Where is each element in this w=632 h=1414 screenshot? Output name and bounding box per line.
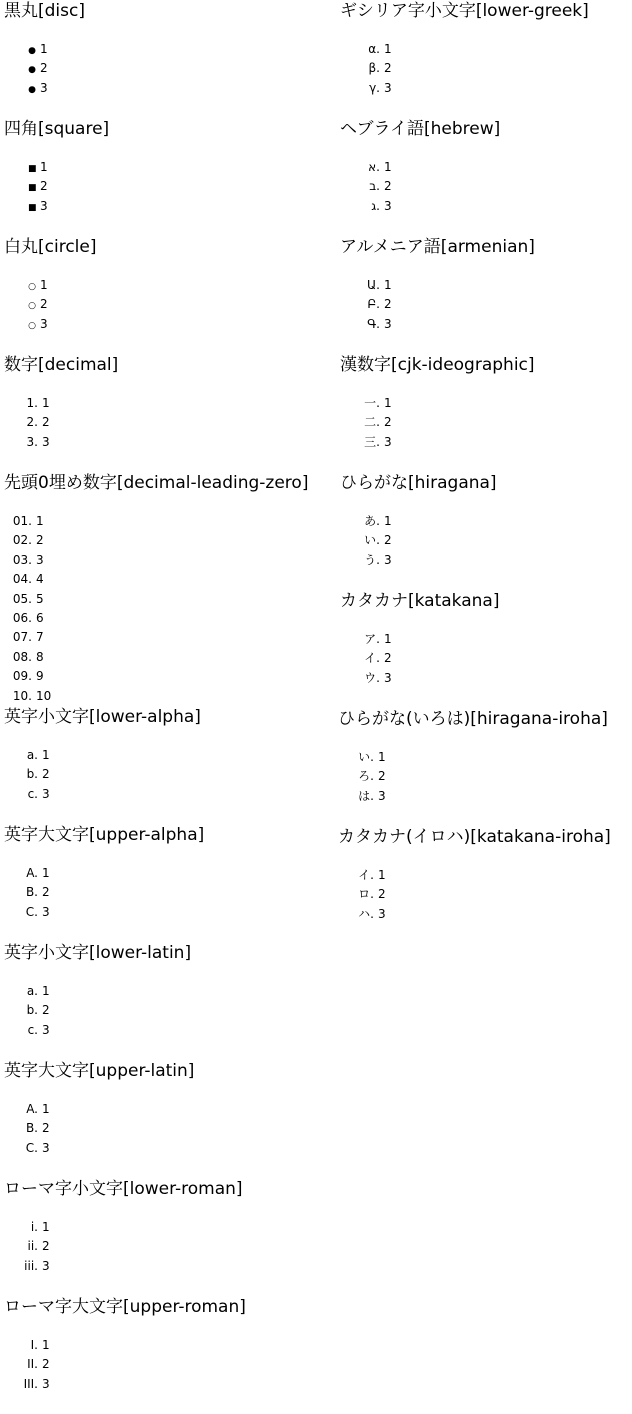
section-heading: ローマ字小文字[lower-roman] [4, 1179, 243, 1199]
list-marker: b. [26, 767, 38, 782]
list-item [340, 512, 392, 531]
list-item-value: 2 [40, 179, 48, 194]
section-heading: アルメニア語[armenian] [340, 237, 535, 257]
list-marker: ב. [369, 179, 380, 194]
bullet-marker: ● [28, 65, 36, 76]
section-lower-latin [4, 942, 340, 1060]
list-item-value: 3 [384, 434, 392, 449]
list-item [4, 628, 51, 647]
list-item-value: 2 [384, 61, 392, 76]
list-item-value: 3 [378, 788, 386, 803]
list-item-value: 6 [36, 610, 44, 625]
section-hiragana [340, 472, 632, 590]
list-item [4, 1355, 50, 1374]
section-katakana-iroha [340, 826, 632, 944]
lower-roman-list [4, 1218, 50, 1276]
katakana-list [340, 630, 392, 688]
list-item [4, 394, 50, 413]
list-item [4, 864, 50, 883]
list-marker: 03. [12, 552, 32, 567]
list-item [340, 767, 386, 786]
list-item-value: 2 [42, 415, 50, 430]
list-item-value: 3 [42, 1376, 50, 1391]
list-item-value: 2 [40, 61, 48, 76]
list-marker: ロ. [358, 887, 374, 902]
list-item-value: 2 [384, 651, 392, 666]
list-item [4, 570, 51, 589]
list-item-value: 1 [42, 748, 50, 762]
list-item-value: 2 [36, 533, 44, 548]
list-item-value: 8 [36, 649, 44, 664]
list-item [4, 1257, 50, 1276]
list-item [4, 79, 48, 98]
list-item [4, 982, 50, 1001]
list-item-value: 2 [40, 297, 48, 312]
list-marker: 1. [26, 396, 38, 410]
section-heading: 英字大文字[upper-alpha] [4, 825, 205, 845]
list-item-value: 2 [42, 1003, 50, 1018]
list-item [4, 433, 50, 452]
section-square [4, 118, 340, 236]
list-item-value: 3 [42, 1258, 50, 1273]
cjk-ideographic-list [340, 394, 392, 452]
decimal-leading-zero-list [4, 512, 51, 706]
section-heading: ひらがな[hiragana] [340, 473, 497, 493]
list-marker: α. [368, 42, 380, 56]
list-item-value: 3 [384, 670, 392, 685]
list-marker: A. [26, 866, 38, 880]
list-item [4, 1336, 50, 1355]
section-heading: ローマ字大文字[upper-roman] [4, 1297, 246, 1317]
section-armenian [340, 236, 632, 354]
list-marker: א. [368, 160, 380, 174]
bullet-marker: ● [28, 84, 36, 95]
section-lower-roman [4, 1178, 340, 1296]
lower-latin-list [4, 982, 50, 1040]
section-heading: 四角[square] [4, 119, 110, 139]
list-item-value: 2 [42, 885, 50, 900]
hiragana-iroha-list [340, 748, 386, 806]
disc-list [4, 40, 48, 98]
list-item-value: 1 [42, 984, 50, 998]
list-item [4, 413, 50, 432]
list-item-value: 2 [42, 1239, 50, 1254]
circle-list [4, 276, 48, 334]
list-marker: C. [25, 904, 38, 919]
list-marker: 09. [12, 669, 32, 684]
list-marker: ウ. [364, 670, 380, 685]
list-item [340, 40, 392, 59]
list-item-value: 3 [384, 552, 392, 567]
section-heading: 英字小文字[lower-latin] [4, 943, 192, 963]
list-item-value: 3 [40, 198, 48, 213]
list-marker: 01. [12, 514, 32, 528]
list-item [340, 315, 392, 334]
section-lower-greek [340, 0, 632, 118]
list-item [4, 1237, 50, 1256]
list-item [4, 746, 50, 765]
list-item-value: 3 [384, 80, 392, 95]
list-marker: c. [27, 786, 38, 801]
list-marker: 08. [12, 649, 32, 664]
section-hebrew [340, 118, 632, 236]
list-item [340, 748, 386, 767]
list-item-value: 2 [384, 297, 392, 312]
decimal-list [4, 394, 50, 452]
list-marker: Բ. [367, 297, 380, 312]
list-item [4, 197, 48, 216]
list-item-value: 3 [42, 904, 50, 919]
list-item [4, 648, 51, 667]
section-hiragana-iroha [340, 708, 632, 826]
list-item-value: 2 [378, 887, 386, 902]
list-item-value: 1 [384, 396, 392, 410]
list-item [4, 609, 51, 628]
list-marker: Գ. [367, 316, 380, 331]
list-item-value: 3 [36, 552, 44, 567]
list-item [340, 551, 392, 570]
list-item [4, 883, 50, 902]
list-marker: a. [26, 748, 38, 762]
list-item [340, 295, 392, 314]
list-item [4, 1001, 50, 1020]
hebrew-list [340, 158, 392, 216]
section-heading: 先頭0埋め数字[decimal-leading-zero] [4, 473, 309, 493]
list-item [4, 765, 50, 784]
square-list [4, 158, 48, 216]
list-item [4, 158, 48, 177]
list-marker: C. [25, 1140, 38, 1155]
list-item-value: 2 [384, 533, 392, 548]
list-marker: ハ. [358, 906, 374, 921]
list-marker: B. [25, 885, 38, 900]
list-marker: β. [368, 61, 380, 76]
list-marker: 07. [12, 630, 32, 645]
list-item-value: 1 [384, 278, 392, 292]
list-item [340, 905, 386, 924]
list-item-value: 4 [36, 572, 44, 587]
list-marker: iii. [24, 1258, 38, 1273]
list-item [4, 1100, 50, 1119]
lower-greek-list [340, 40, 392, 98]
list-marker: は. [358, 788, 374, 803]
section-cjk-ideographic [340, 354, 632, 472]
list-item-value: 1 [40, 160, 48, 174]
list-item [4, 177, 48, 196]
list-marker: 04. [12, 572, 32, 587]
list-item-value: 3 [42, 1022, 50, 1037]
list-item [340, 630, 392, 649]
list-item [4, 295, 48, 314]
list-marker: い. [364, 533, 380, 548]
list-item-value: 3 [384, 316, 392, 331]
list-marker: a. [26, 984, 38, 998]
section-decimal [4, 354, 340, 472]
list-marker: i. [30, 1220, 38, 1234]
section-heading: ヘブライ語[hebrew] [340, 119, 501, 139]
list-marker: ろ. [358, 769, 374, 784]
list-item-value: 3 [384, 198, 392, 213]
list-item [340, 158, 392, 177]
list-item-value: 1 [378, 750, 386, 764]
armenian-list [340, 276, 392, 334]
list-item [4, 785, 50, 804]
section-katakana [340, 590, 632, 708]
list-item-value: 3 [40, 316, 48, 331]
bullet-marker: ■ [28, 164, 37, 174]
list-item-value: 3 [42, 434, 50, 449]
list-marker: 2. [26, 415, 38, 430]
list-marker: 三. [364, 434, 380, 449]
list-marker: 02. [12, 533, 32, 548]
list-item-value: 1 [42, 1102, 50, 1116]
list-item-value: 3 [378, 906, 386, 921]
section-heading: ギシリア字小文字[lower-greek] [340, 1, 589, 21]
list-marker: II. [27, 1357, 38, 1372]
list-marker: 二. [364, 415, 380, 430]
list-item [340, 433, 392, 452]
list-item [340, 669, 392, 688]
list-marker: イ. [358, 868, 374, 882]
bullet-marker: ● [28, 46, 36, 56]
section-heading: 英字大文字[upper-latin] [4, 1061, 195, 1081]
section-heading: カタカナ(イロハ)[katakana-iroha] [338, 827, 611, 847]
list-item [4, 687, 51, 706]
list-item [4, 1375, 50, 1394]
list-item [4, 1139, 50, 1158]
left-column [4, 0, 340, 1414]
list-marker: γ. [369, 80, 380, 95]
list-item-value: 1 [384, 160, 392, 174]
bullet-marker: ○ [28, 282, 36, 292]
hiragana-list [340, 512, 392, 570]
list-item [340, 885, 386, 904]
list-item [340, 394, 392, 413]
list-item [4, 903, 50, 922]
list-item-value: 2 [384, 415, 392, 430]
list-item-value: 3 [40, 80, 48, 95]
section-upper-latin [4, 1060, 340, 1178]
list-marker: ג. [371, 198, 380, 213]
section-heading: カタカナ[katakana] [340, 591, 500, 611]
lower-alpha-list [4, 746, 50, 804]
list-item-value: 5 [36, 591, 44, 606]
list-item-value: 1 [378, 868, 386, 882]
right-column [340, 0, 632, 944]
list-item-value: 1 [384, 514, 392, 528]
list-marker: Ա. [366, 278, 380, 292]
list-marker: い. [358, 750, 374, 764]
list-marker: b. [26, 1003, 38, 1018]
upper-latin-list [4, 1100, 50, 1158]
list-item [340, 276, 392, 295]
section-heading: ひらがな(いろは)[hiragana-iroha] [338, 709, 608, 729]
section-upper-roman [4, 1296, 340, 1414]
list-item [4, 551, 51, 570]
list-marker: c. [27, 1022, 38, 1037]
section-heading: 白丸[circle] [4, 237, 97, 257]
list-marker: ii. [27, 1239, 38, 1254]
section-lower-alpha [4, 706, 340, 824]
list-marker: 10. [12, 688, 32, 703]
section-heading: 黒丸[disc] [4, 1, 85, 21]
list-marker: イ. [364, 651, 380, 666]
section-heading: 数字[decimal] [4, 355, 119, 375]
list-item [340, 531, 392, 550]
list-item-value: 10 [36, 688, 52, 703]
list-item-value: 2 [42, 1357, 50, 1372]
list-item [340, 866, 386, 885]
list-item [340, 649, 392, 668]
katakana-iroha-list [340, 866, 386, 924]
list-item-value: 1 [42, 1338, 50, 1352]
list-item-value: 7 [36, 630, 44, 645]
list-marker: 06. [12, 610, 32, 625]
section-heading: 英字小文字[lower-alpha] [4, 707, 201, 727]
list-marker: III. [23, 1376, 38, 1391]
list-marker: ア. [364, 632, 380, 646]
list-item-value: 1 [40, 42, 48, 56]
list-item [340, 413, 392, 432]
list-item [340, 197, 392, 216]
list-item [4, 40, 48, 59]
list-marker: 05. [12, 591, 32, 606]
list-item-value: 1 [42, 1220, 50, 1234]
list-item [4, 590, 51, 609]
list-item [4, 1119, 50, 1138]
upper-alpha-list [4, 864, 50, 922]
section-decimal-leading-zero [4, 472, 340, 706]
list-item-value: 2 [378, 769, 386, 784]
bullet-marker: ■ [28, 183, 37, 194]
list-item [340, 177, 392, 196]
list-item [4, 512, 51, 531]
list-item-value: 3 [42, 786, 50, 801]
list-item [4, 315, 48, 334]
bullet-marker: ○ [28, 320, 36, 331]
upper-roman-list [4, 1336, 50, 1394]
list-item-value: 1 [40, 278, 48, 292]
list-item-value: 2 [42, 1121, 50, 1136]
list-item [340, 787, 386, 806]
list-item [340, 59, 392, 78]
bullet-marker: ■ [28, 202, 37, 213]
bullet-marker: ○ [28, 301, 36, 312]
list-item-value: 1 [42, 866, 50, 880]
list-item [4, 1218, 50, 1237]
section-disc [4, 0, 340, 118]
section-circle [4, 236, 340, 354]
list-marker: B. [25, 1121, 38, 1136]
list-item [4, 667, 51, 686]
list-marker: I. [30, 1338, 38, 1352]
list-marker: う. [364, 552, 380, 567]
list-item-value: 1 [384, 42, 392, 56]
list-item-value: 3 [42, 1140, 50, 1155]
list-item [340, 79, 392, 98]
list-item-value: 1 [42, 396, 50, 410]
section-upper-alpha [4, 824, 340, 942]
list-marker: 3. [26, 434, 38, 449]
list-item [4, 59, 48, 78]
list-item [4, 276, 48, 295]
list-item [4, 1021, 50, 1040]
list-item-value: 9 [36, 669, 44, 684]
section-heading: 漢数字[cjk-ideographic] [340, 355, 535, 375]
list-item-value: 1 [384, 632, 392, 646]
list-marker: A. [26, 1102, 38, 1116]
list-item-value: 2 [42, 767, 50, 782]
list-item [4, 531, 51, 550]
list-item-value: 1 [36, 514, 44, 528]
list-item-value: 2 [384, 179, 392, 194]
list-marker: あ. [364, 514, 380, 528]
list-marker: 一. [364, 396, 380, 410]
